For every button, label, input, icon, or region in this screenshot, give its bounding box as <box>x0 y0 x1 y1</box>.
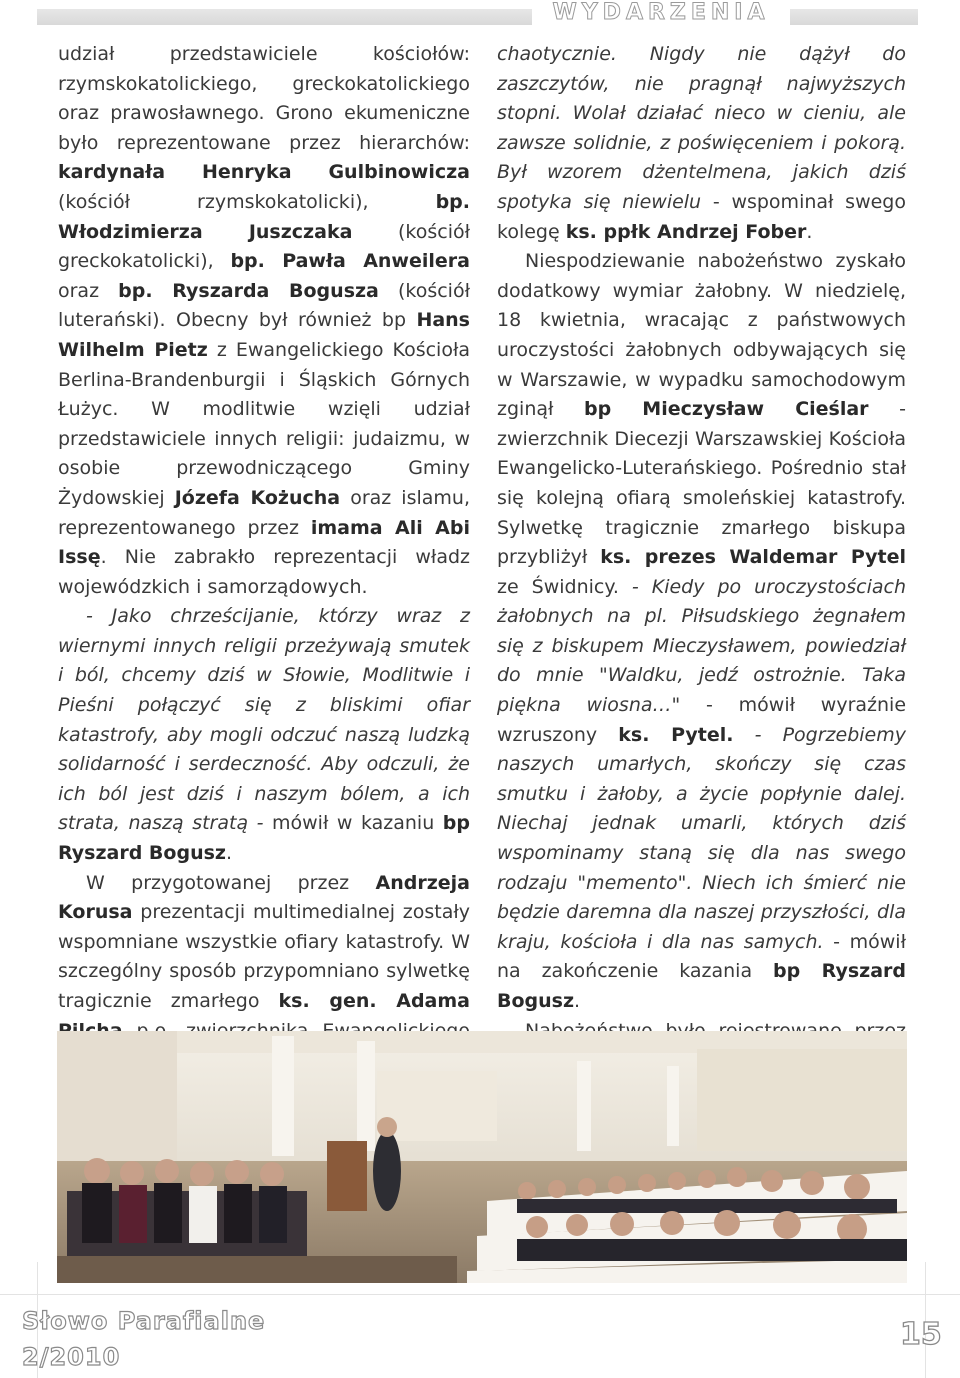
publication-name: Słowo Parafialne <box>22 1307 266 1335</box>
left-column <box>58 40 470 1105</box>
church-service-photo <box>57 1031 907 1283</box>
right-paragraph-1: chaotycznie. Nigdy nie dążył do zaszczytów, nie pragnął najwyższych stopni. Wolał działać nieco w cieniu, ale zawsze solidnie, z poświęceniem i pokorą. Był wzorem dżentelmena, jakich dziś spotyka się niewielu - wspominał swego kolegę ks. ppłk Andrzej Fober. <box>497 43 906 243</box>
section-title: WYDARZENIA <box>552 0 770 25</box>
left-paragraph-1: udział przedstawiciele kościołów: rzymskokatolickiego, greckokatolickiego oraz prawosławnego. Grono ekumeniczne było reprezentowane przez hierarchów: kardynała Henryka Gulbinowicza (kościół rzymskokatolicki), bp. Włodzimierza Juszczaka (kościół greckokatolicki), bp. Pawła Anweilera oraz bp. Ryszarda Bogusza (kościół luterański). Obecny był również bp Hans Wilhelm Pietz z Ewangelickiego Kościoła Berlina-Brandenburgii i Śląskich Górnych Łużyc. W modlitwie wzięli udział przedstawiciele innych religii: judaizmu, w osobie przewodniczącego Gminy Żydowskiej Józefa Kożucha oraz islamu, reprezentowanego przez imama Ali Abi Issę. Nie zabrakło reprezentacji władz wojewódzkich i samorządowych. <box>58 43 470 598</box>
left-paragraph-2: - Jako chrześcijanie, którzy wraz z wiernymi innych religii przeżywają smutek i ból, chcemy dziś w Słowie, Modlitwie i Pieśni połączyć się z bliskimi ofiar katastrofy, aby mogli odczuć naszą ludzką solidarność i serdeczność. Aby odczuli, że ich ból jest dziś i naszym bólem, a ich strata, naszą stratą - mówił w kazaniu bp Ryszard Bogusz. <box>58 605 470 865</box>
publication-issue: 2/2010 <box>22 1343 121 1371</box>
header-bar-left <box>37 9 532 25</box>
header-bar-right <box>790 9 918 25</box>
left-paragraph-3: W przygotowanej przez Andrzeja Korusa prezentacji multimedialnej zostały wspomniane wszystkie ofiary katastrofy. W szczególny sposób przypomniano sylwetkę tragicznie zmarłego ks. gen. Adama <box>58 871 470 1012</box>
footer-rule <box>0 1294 960 1295</box>
page-number: 15 <box>900 1317 942 1352</box>
right-paragraph-2: Niespodziewanie nabożeństwo zyskało dodatkowy wymiar żałobny. W niedzielę, 18 kwietnia, wracając z państwowych uroczystości żałobnych odbywających się w Warszawie, w wypadku samochodowym zginął bp Mieczysław Cieślar - zwierzchnik Diecezji Warszawskiej Kościoła Ewangelicko-Luterańskiego. Pośrednio stał się kolejną ofiarą smoleńskiej katastrofy. Sylwetkę tragicznie zmarłego biskupa przybliżył ks. prezes Waldemar Pytel ze Świdnicy. - Kiedy po uroczystościach żałobnych na pl. Piłsudskiego żegnałem się z biskupem Mieczysławem, powiedział do mnie "Waldku, jedź ostrożnie. Taka piękna wiosna…" - mówił wyraźnie wzruszony ks. Pytel. - Pogrzebiemy naszych umarłych, skończy się czas smutku i żałoby, a życie popłynie dalej. Niechaj jednak umarli, których dziś wspominamy staną się dla nas swego rodzaju "memento". Niech ich śmierć nie będzie daremna dla naszej przyszłości, dla kraju, kościoła i dla nas samych. - mówił na zakończenie kazania bp Ryszard Bogusz. <box>497 250 907 1012</box>
right-column <box>497 40 906 1130</box>
